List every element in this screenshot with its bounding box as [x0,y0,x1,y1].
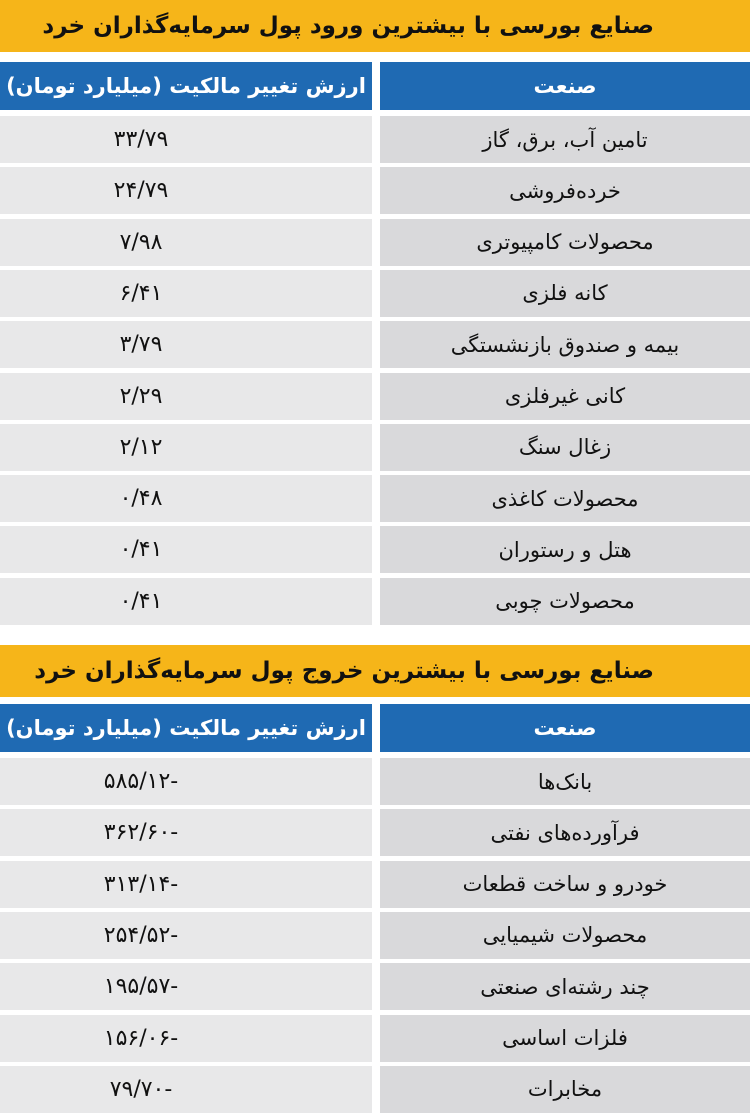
table-row [0,578,750,625]
industry-cell: محصولات شیمیایی [380,912,750,959]
value-cell: ۲/۲۹ [0,373,372,420]
value-cell: -۵۸۵/۱۲ [0,758,372,805]
table-row [0,912,750,959]
table2-title-text: صنایع بورسی با بیشترین خروج پول سرمایه‌گذاران خرد [34,658,654,684]
industry-cell: محصولات کاغذی [380,475,750,522]
value-cell: ۰/۴۱ [0,526,372,573]
value-cell: -۳۱۳/۱۴ [0,861,372,908]
industry-cell: مخابرات [380,1066,750,1113]
industry-cell: هتل و رستوران [380,526,750,573]
value-cell: -۱۵۶/۰۶ [0,1015,372,1062]
value-cell: -۷۹/۷۰ [0,1066,372,1113]
industry-cell: فلزات اساسی [380,1015,750,1062]
table1-header-value-text: ارزش تغییر مالکیت (میلیارد تومان) [6,74,366,98]
value-cell: ۷/۹۸ [0,219,372,266]
value-cell: ۰/۴۱ [0,578,372,625]
industry-cell: تامین آب، برق، گاز [380,116,750,163]
industry-cell: محصولات چوبی [380,578,750,625]
table-row [0,526,750,573]
table1-title-text: صنایع بورسی با بیشترین ورود پول سرمایه‌گذاران خرد [42,13,654,39]
industry-cell: کانی غیرفلزی [380,373,750,420]
value-cell: ۲/۱۲ [0,424,372,471]
table1-title [0,0,750,52]
table-row [0,1066,750,1113]
table2-title [0,645,750,697]
value-cell: ۲۴/۷۹ [0,167,372,214]
industry-cell: محصولات کامپیوتری [380,219,750,266]
industry-cell: فرآورده‌های نفتی [380,809,750,856]
table2-header-value [0,704,372,752]
table-row [0,861,750,908]
table1-header-value [0,62,372,110]
table-row [0,475,750,522]
industry-cell: خودرو و ساخت قطعات [380,861,750,908]
table-row [0,116,750,163]
table2-header-industry-text: صنعت [533,716,597,740]
industry-cell: بانک‌ها [380,758,750,805]
table-row [0,321,750,368]
table-row [0,270,750,317]
table-row [0,809,750,856]
industry-cell: خرده‌فروشی [380,167,750,214]
value-cell: -۱۹۵/۵۷ [0,963,372,1010]
table-row [0,219,750,266]
value-cell: ۶/۴۱ [0,270,372,317]
value-cell: -۲۵۴/۵۲ [0,912,372,959]
industry-cell: بیمه و صندوق بازنشستگی [380,321,750,368]
table2-header-industry [380,704,750,752]
table1-header-industry [380,62,750,110]
table-row [0,963,750,1010]
industry-cell: کانه فلزی [380,270,750,317]
value-cell: ۰/۴۸ [0,475,372,522]
value-cell: ۳۳/۷۹ [0,116,372,163]
table-row [0,167,750,214]
table-row [0,1015,750,1062]
table2-header-value-text: ارزش تغییر مالکیت (میلیارد تومان) [6,716,366,740]
table1-header-industry-text: صنعت [533,74,597,98]
industry-cell: چند رشته‌ای صنعتی [380,963,750,1010]
value-cell: -۳۶۲/۶۰ [0,809,372,856]
value-cell: ۳/۷۹ [0,321,372,368]
industry-cell: زغال سنگ [380,424,750,471]
table-row [0,373,750,420]
table-row [0,424,750,471]
table-row [0,758,750,805]
